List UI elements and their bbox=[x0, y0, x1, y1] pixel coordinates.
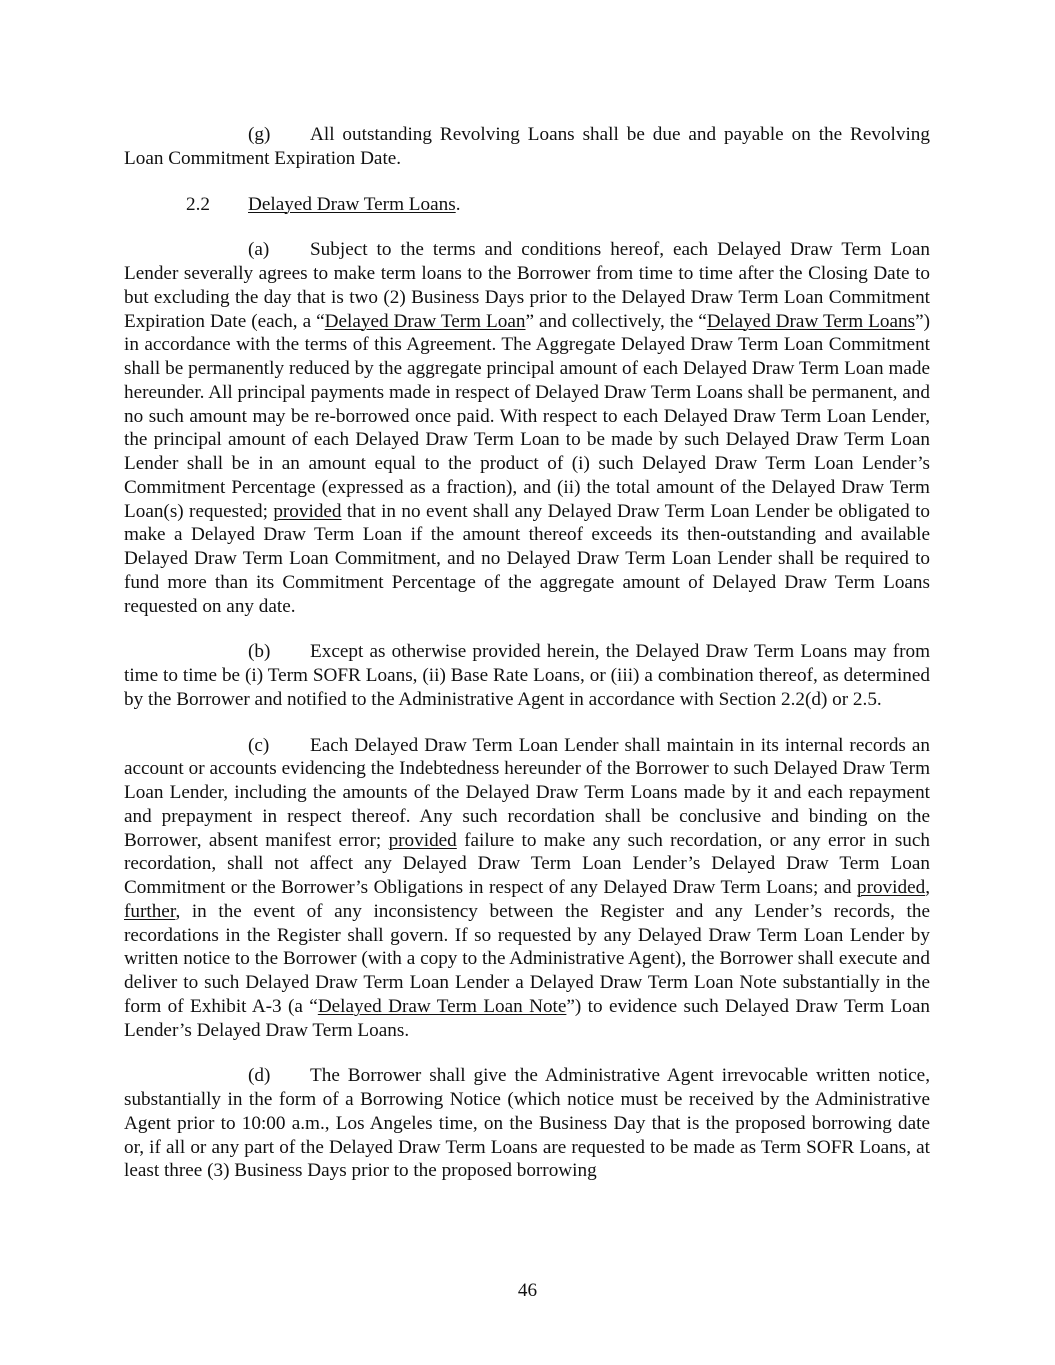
proviso-term: further bbox=[124, 900, 176, 922]
defined-term: Delayed Draw Term Loan Note bbox=[317, 995, 567, 1017]
proviso-term: provided bbox=[856, 877, 926, 898]
section-title-period: . bbox=[455, 193, 461, 215]
paragraph-c bbox=[124, 734, 930, 1043]
paragraph-label: (g) bbox=[248, 124, 271, 145]
paragraph-d bbox=[124, 1064, 930, 1183]
paragraph-text: , bbox=[925, 877, 930, 898]
paragraph-text: All outstanding Revolving Loans shall be due and payable on the Revolving Loan Commitment Expiration Date. bbox=[124, 124, 930, 169]
paragraph-text: , in the event of any inconsistency between the Register and any Lender’s records, the recordations in the Register shall govern. If so requested by any Delayed Draw Term Loan Lender by written notice to the Borrower (with a copy to the Administrative Agent), the Borrower shall execute and deliver to such Delayed Draw Term Loan Lender a Delayed Draw Term Loan Note substantially in the form of Exhibit A-3 (a “ bbox=[124, 900, 930, 1017]
document-body bbox=[124, 123, 930, 1205]
section-heading bbox=[186, 193, 930, 217]
paragraph-g bbox=[124, 123, 930, 171]
defined-term: Delayed Draw Term Loans bbox=[706, 310, 916, 332]
paragraph-text: The Borrower shall give the Administrative Agent irrevocable written notice, substantially in the form of a Borrowing Notice (which notice must be received by the Administrative Agent prior to 10:00 a.m., Los Angeles time, on the Business Day that is the proposed borrowing date or, if all or any part of the Delayed Draw Term Loans are requested to be made as Term SOFR Loans, at least three (3) Business Days prior to the proposed borrowing bbox=[124, 1065, 930, 1182]
defined-term: Delayed Draw Term Loan bbox=[324, 310, 526, 332]
paragraph-text: Except as otherwise provided herein, the Delayed Draw Term Loans may from time to time be (i) Term SOFR Loans, (ii) Base Rate Loans, or (iii) a combination thereof, as determined by the Borrower and notified to the Administrative Agent in accordance with Section 2.2(d) or 2.5. bbox=[124, 641, 930, 710]
paragraph-text: failure to make any such recordation, or any error in such recordation, shall not affect any Delayed Draw Term Loan Lender’s Delayed Draw Term Loan Commitment or the Borrower’s Obligations in respect of any Delayed Draw Term Loans; and bbox=[124, 829, 930, 898]
paragraph-b bbox=[124, 640, 930, 711]
paragraph-label: (d) bbox=[248, 1065, 271, 1087]
paragraph-a bbox=[124, 238, 930, 618]
paragraph-label: (a) bbox=[248, 239, 270, 261]
page-number: 46 bbox=[517, 1280, 538, 1301]
section-number: 2.2 bbox=[186, 193, 210, 215]
paragraph-text: ”) to evidence such Delayed Draw Term Loan Lender’s Delayed Draw Term Loans. bbox=[124, 995, 930, 1041]
paragraph-text: ”) in accordance with the terms of this Agreement. The Aggregate Delayed Draw Term Loan Commitment shall be permanently reduced by the aggregate principal amount of each Delayed Draw Term Loan made hereunder. All principal payments made in respect of Delayed Draw Term Loans shall be permanent, and no such amount may be re-borrowed once paid. With respect to each Delayed Draw Term Loan Lender, the principal amount of each Delayed Draw Term Loan to be made by such Delayed Draw Term Loan Lender shall be in an amount equal to the product of (i) such Delayed Draw Term Loan Lender’s Commitment Percentage (expressed as a fraction), and (ii) the total amount of the Delayed Draw Term Loan(s) requested; bbox=[124, 310, 930, 522]
paragraph-text: Each Delayed Draw Term Loan Lender shall maintain in its internal records an account or accounts evidencing the Indebtedness hereunder of the Borrower to such Delayed Draw Term Loan Lender, including the amounts of the Delayed Draw Term Loans made by it and each repayment and prepayment in respect thereof. Any such recordation shall be conclusive and binding on the Borrower, absent manifest error; bbox=[124, 734, 930, 851]
proviso-term: provided bbox=[388, 829, 457, 851]
paragraph-text: Subject to the terms and conditions hereof, each Delayed Draw Term Loan Lender severally agrees to make term loans to the Borrower from time to time after the Closing Date to but excluding the day that is two (2) Business Days prior to the Delayed Draw Term Loan Commitment Expiration Date (each, a “ bbox=[124, 239, 930, 332]
proviso-term: provided bbox=[273, 500, 342, 522]
section-title: Delayed Draw Term Loans bbox=[248, 193, 456, 215]
paragraph-label: (b) bbox=[248, 641, 271, 663]
paragraph-text: that in no event shall any Delayed Draw Term Loan Lender be obligated to make a Delayed Draw Term Loan if the amount thereof exceeds its then-outstanding and available Delayed Draw Term Loan Commitment, and no Delayed Draw Term Loan Lender shall be required to fund more than its Commitment Percentage of the aggregate amount of Delayed Draw Term Loans requested on any date. bbox=[124, 500, 930, 617]
paragraph-label: (c) bbox=[248, 734, 270, 756]
paragraph-text: ” and collectively, the “ bbox=[525, 310, 707, 332]
